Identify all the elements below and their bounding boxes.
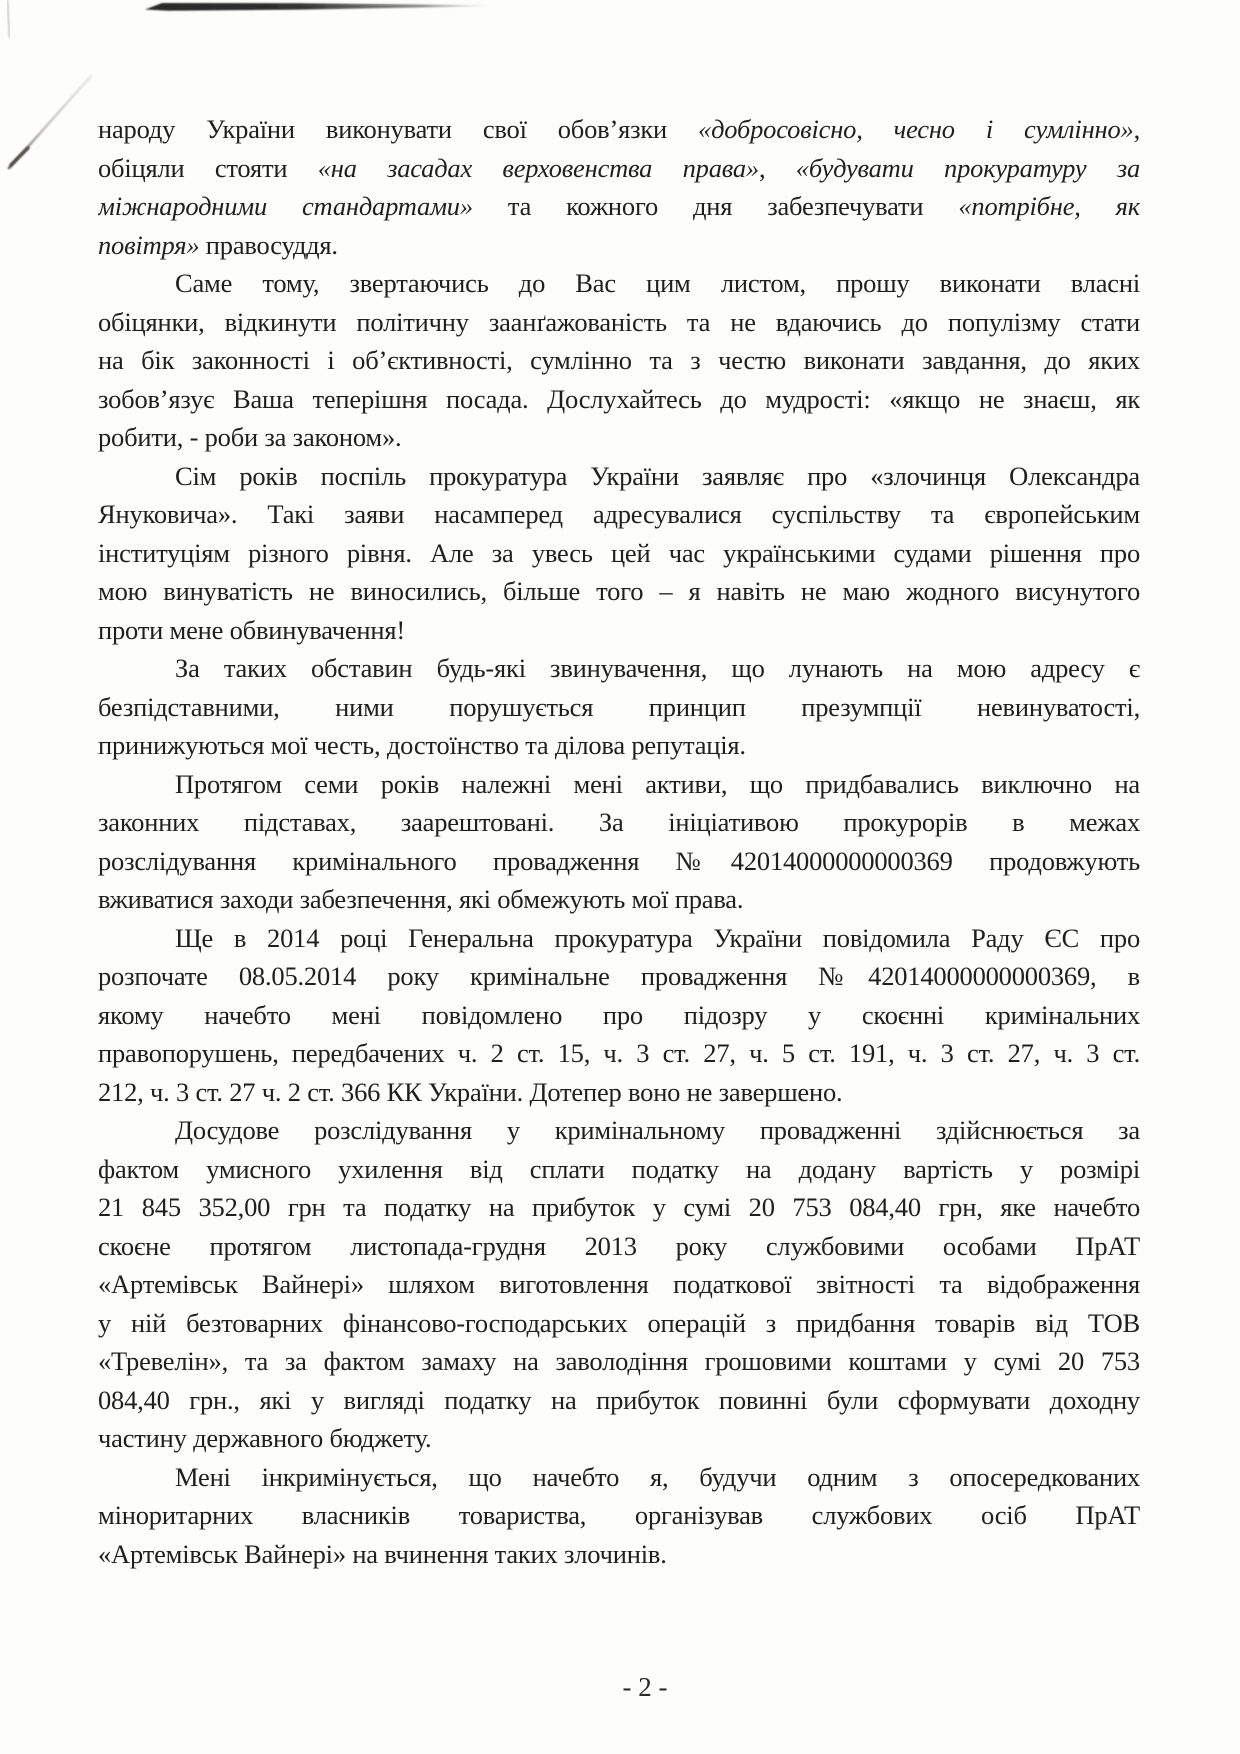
text-line — [98, 649, 1140, 688]
paragraph — [98, 765, 1140, 919]
plain-text: та кожного дня забезпечувати — [472, 191, 959, 221]
plain-text: правосуддя. — [199, 229, 338, 260]
quoted-italic-text: «будувати прокуратуру за — [795, 152, 1140, 183]
text-line — [98, 1188, 1140, 1227]
text-line — [98, 996, 1140, 1035]
plain-text: якому начебто мені повідомлено про підозру у скоєнні кримінальних — [98, 999, 1140, 1030]
text-line — [98, 1150, 1140, 1189]
plain-text: інституціям різного рівня. Але за увесь цей час українськими судами рішення про — [98, 537, 1140, 568]
text-line — [98, 1227, 1140, 1266]
plain-text: скоєне протягом листопада-грудня 2013 року службовими особами ПрАТ — [98, 1230, 1140, 1261]
text-line — [98, 226, 1140, 265]
text-line — [98, 1496, 1140, 1535]
text-line — [98, 726, 1140, 765]
plain-text: «Артемівськ Вайнері» на вчинення таких злочинів. — [98, 1538, 667, 1569]
text-line — [98, 149, 1140, 188]
paragraph — [98, 919, 1140, 1112]
plain-text: обіцянки, відкинути політичну заанґажованість та не вдаючись до популізму стати — [98, 306, 1140, 337]
quoted-italic-text: повітря» — [98, 229, 200, 260]
plain-text: фактом умисного ухилення від сплати податку на додану вартість у розмірі — [98, 1153, 1140, 1184]
plain-text: обіцяли стояти — [98, 152, 318, 183]
text-line — [98, 1111, 1140, 1150]
text-line — [98, 187, 1140, 226]
plain-text: безпідставними, ними порушується принцип презумпції невинуватості, — [98, 691, 1140, 722]
plain-text: принижуються мої честь, достоїнство та ділова репутація. — [98, 730, 746, 760]
plain-text: Протягом семи років належні мені активи, що придбавались виключно на — [175, 768, 1140, 799]
paragraph — [98, 1458, 1140, 1574]
text-line — [98, 110, 1140, 149]
paragraph — [98, 1111, 1140, 1458]
plain-text: народу України виконувати свої обов’язки — [98, 114, 699, 144]
plain-text: 084,40 грн., які у вигляді податку на прибуток повинні були сформувати доходну — [98, 1384, 1140, 1415]
text-line — [98, 457, 1140, 496]
plain-text: мою винуватість не виносились, більше того – я навіть не маю жодного висунутого — [98, 576, 1140, 606]
scan-crease-artifact — [9, 76, 91, 168]
plain-text: зобов’язує Ваша теперішня посада. Дослухайтесь до мудрості: «якщо не знаєш, як — [98, 383, 1140, 414]
text-line — [98, 534, 1140, 573]
text-line — [98, 765, 1140, 804]
text-line — [98, 572, 1140, 611]
plain-text: Саме тому, звертаючись до Вас цим листом, прошу виконати власні — [175, 268, 1140, 298]
text-line — [98, 1342, 1140, 1381]
plain-text: законних підставах, заарештовані. За ініціативою прокурорів в межах — [98, 807, 1140, 837]
text-line — [98, 380, 1140, 419]
paragraph — [98, 649, 1140, 765]
text-line — [98, 842, 1140, 881]
text-line — [98, 880, 1140, 919]
text-line — [98, 919, 1140, 958]
quoted-italic-text: «на засадах верховенства права» — [317, 152, 759, 183]
plain-text: «Тревелін», та за фактом замаху на заволодіння грошовими коштами у сумі 20 753 — [98, 1346, 1140, 1376]
text-line — [98, 1458, 1140, 1497]
plain-text: «Артемівськ Вайнері» шляхом виготовлення податкової звітності та відображення — [98, 1269, 1140, 1299]
plain-text: робити, - роби за законом». — [98, 422, 402, 452]
paragraph — [98, 110, 1140, 264]
plain-text: , — [758, 152, 796, 183]
plain-text: 212, ч. 3 ст. 27 ч. 2 ст. 366 КК України. Дотепер воно не завершено. — [98, 1076, 843, 1107]
plain-text: За таких обставин будь-які звинувачення, що лунають на мою адресу є — [175, 653, 1140, 683]
page-number: - 2 - — [622, 1672, 668, 1702]
text-line — [98, 1535, 1140, 1574]
plain-text: частину державного бюджету. — [98, 1423, 432, 1453]
plain-text: Ще в 2014 році Генеральна прокуратура України повідомила Раду ЄС про — [175, 922, 1140, 953]
text-line — [98, 1381, 1140, 1420]
plain-text: 21 845 352,00 грн та податку на прибуток у сумі 20 753 084,40 грн, яке начебто — [98, 1192, 1140, 1222]
plain-text: Януковича». Такі заяви насамперед адресувалися суспільству та європейським — [98, 499, 1140, 529]
letter-body-text — [98, 110, 1140, 1573]
plain-text: , — [1133, 114, 1140, 144]
text-line — [98, 303, 1140, 342]
plain-text: проти мене обвинувачення! — [98, 614, 406, 645]
plain-text: розслідування кримінального провадження №42014000000000369 продовжують — [98, 845, 1140, 876]
text-line — [98, 957, 1140, 996]
text-line — [98, 264, 1140, 303]
text-line — [98, 1265, 1140, 1304]
text-line — [98, 803, 1140, 842]
paragraph — [98, 264, 1140, 457]
quoted-italic-text: «добросовісно, чесно і сумлінно» — [698, 114, 1134, 144]
plain-text: вживатися заходи забезпечення, які обмежують мої права. — [98, 884, 744, 914]
text-line — [98, 1034, 1140, 1073]
plain-text: Досудове розслідування у кримінальному провадженні здійснюється за — [175, 1115, 1140, 1145]
text-line — [98, 611, 1140, 650]
plain-text: Сім років поспіль прокуратура України заявляє про «злочинця Олександра — [175, 460, 1140, 491]
text-line — [98, 1073, 1140, 1112]
plain-text: міноритарних власників товариства, організував службових осіб ПрАТ — [98, 1500, 1140, 1530]
text-line — [98, 495, 1140, 534]
text-line — [98, 1419, 1140, 1458]
plain-text: правопорушень, передбачених ч. 2 ст. 15, ч. 3 ст. 27, ч. 5 ст. 191, ч. 3 ст. 27, ч. 3 ст. — [98, 1038, 1140, 1068]
text-line — [98, 418, 1140, 457]
quoted-italic-text: «потрібне, як — [958, 191, 1140, 221]
plain-text: розпочате 08.05.2014 року кримінальне провадження №42014000000000369, в — [98, 961, 1140, 991]
paragraph — [98, 457, 1140, 650]
plain-text: на бік законності і об’єктивності, сумлінно та з честю виконати завдання, до яких — [98, 345, 1140, 375]
text-line — [98, 688, 1140, 727]
plain-text: Мені інкримінується, що начебто я, будучи одним з опосередкованих — [175, 1461, 1140, 1492]
quoted-italic-text: міжнародними стандартами» — [98, 191, 473, 221]
plain-text: у ній безтоварних фінансово-господарських операцій з придбання товарів від ТОВ — [98, 1307, 1140, 1338]
text-line — [98, 1304, 1140, 1343]
text-line — [98, 341, 1140, 380]
